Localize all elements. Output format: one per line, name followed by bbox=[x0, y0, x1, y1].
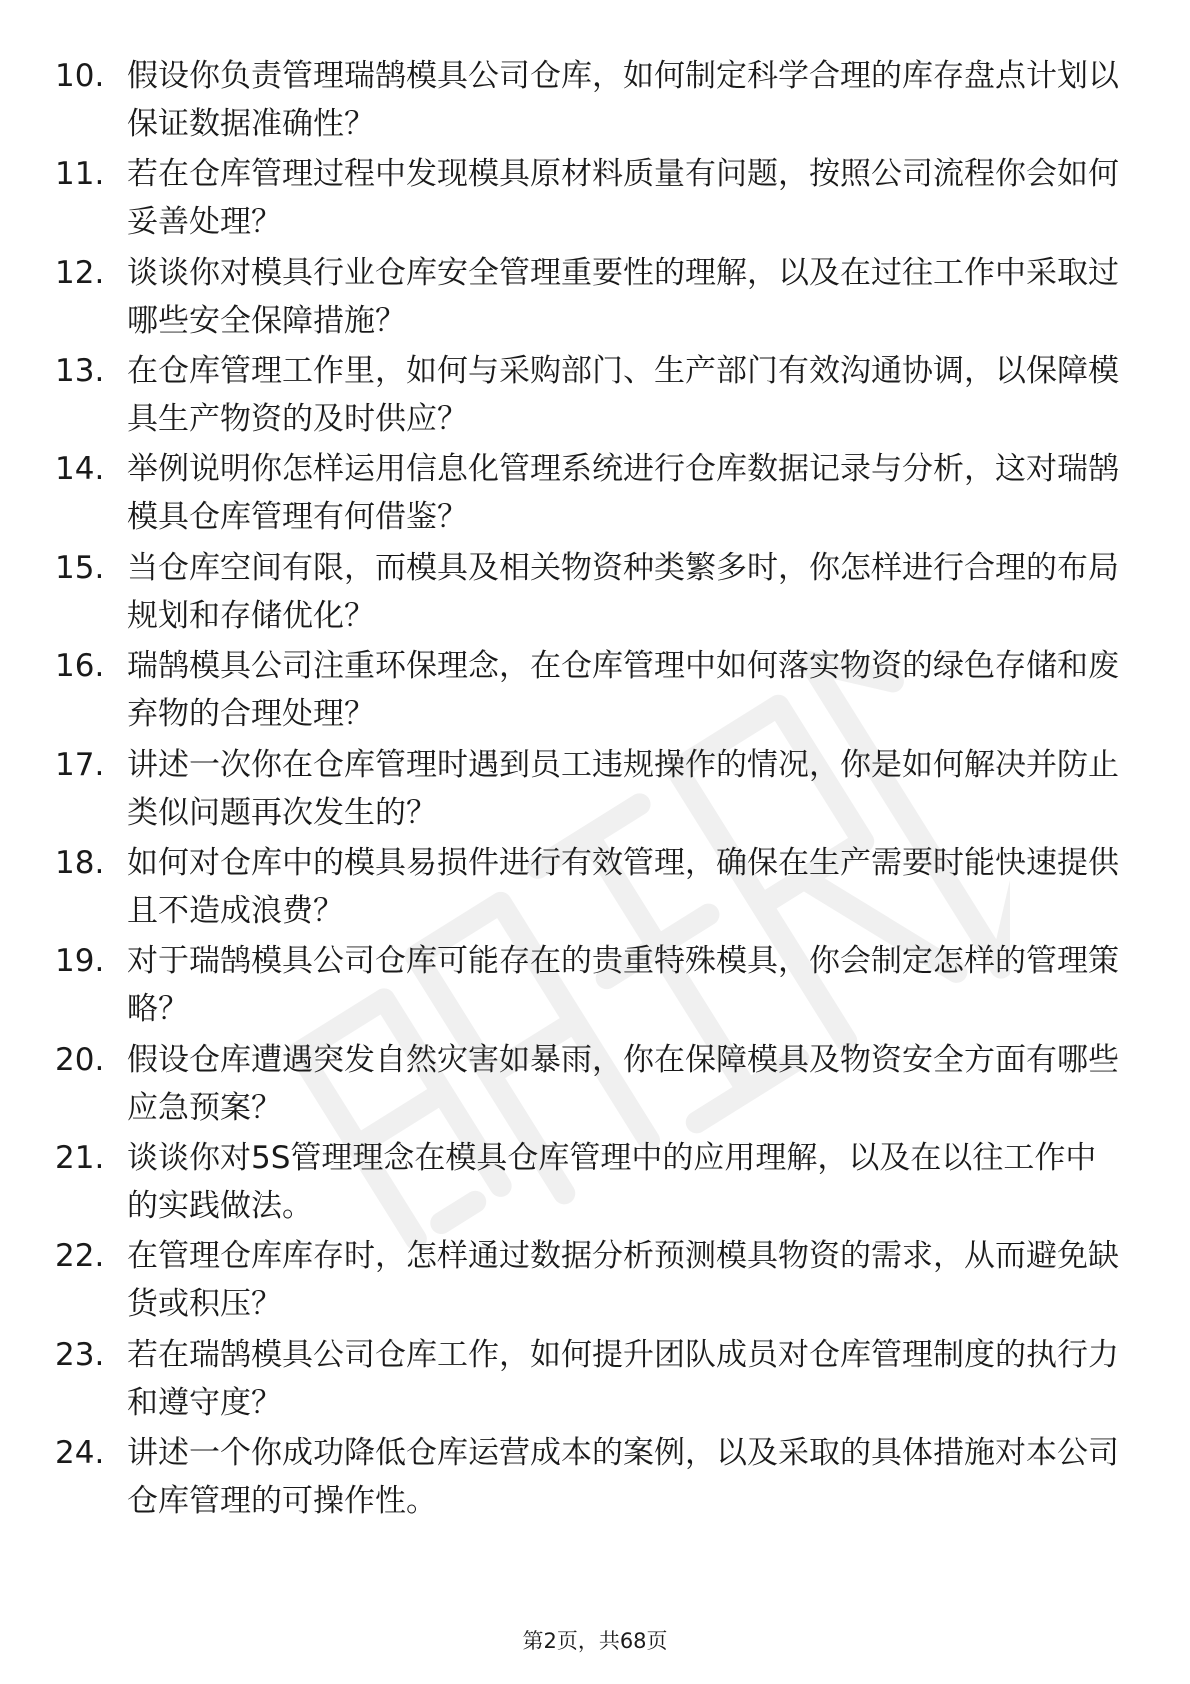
question-item bbox=[55, 1232, 1135, 1328]
question-item bbox=[55, 741, 1135, 837]
question-text: 若在仓库管理过程中发现模具原材料质量有问题，按照公司流程你会如何妥善处理？ bbox=[127, 156, 1119, 240]
question-number: 20. bbox=[55, 1042, 105, 1078]
question-item bbox=[55, 249, 1135, 345]
question-text: 在管理仓库库存时，怎样通过数据分析预测模具物资的需求，从而避免缺货或积压？ bbox=[127, 1238, 1119, 1322]
question-number: 19. bbox=[55, 943, 105, 979]
question-item bbox=[55, 52, 1135, 148]
question-item bbox=[55, 1331, 1135, 1427]
question-number: 11. bbox=[55, 156, 105, 192]
question-item bbox=[55, 937, 1135, 1033]
question-number: 10. bbox=[55, 58, 105, 94]
question-text: 如何对仓库中的模具易损件进行有效管理，确保在生产需要时能快速提供且不造成浪费？ bbox=[127, 845, 1119, 929]
question-number: 13. bbox=[55, 353, 105, 389]
question-number: 23. bbox=[55, 1337, 105, 1373]
question-text: 假设你负责管理瑞鹄模具公司仓库，如何制定科学合理的库存盘点计划以保证数据准确性？ bbox=[127, 58, 1119, 142]
question-item bbox=[55, 544, 1135, 640]
question-number: 22. bbox=[55, 1238, 105, 1274]
question-item bbox=[55, 839, 1135, 935]
question-text: 讲述一次你在仓库管理时遇到员工违规操作的情况，你是如何解决并防止类似问题再次发生的？ bbox=[127, 747, 1119, 831]
question-number: 15. bbox=[55, 550, 105, 586]
question-item bbox=[55, 150, 1135, 246]
page-number-label: 第2页，共68页 bbox=[522, 1629, 668, 1653]
question-text: 当仓库空间有限，而模具及相关物资种类繁多时，你怎样进行合理的布局规划和存储优化？ bbox=[127, 550, 1119, 634]
question-text: 对于瑞鹄模具公司仓库可能存在的贵重特殊模具，你会制定怎样的管理策略？ bbox=[127, 943, 1119, 1027]
question-text: 若在瑞鹄模具公司仓库工作，如何提升团队成员对仓库管理制度的执行力和遵守度？ bbox=[127, 1337, 1119, 1421]
question-number: 17. bbox=[55, 747, 105, 783]
question-text: 谈谈你对5S管理理念在模具仓库管理中的应用理解，以及在以往工作中的实践做法。 bbox=[127, 1140, 1097, 1224]
question-number: 14. bbox=[55, 451, 105, 487]
question-number: 18. bbox=[55, 845, 105, 881]
question-item bbox=[55, 1134, 1135, 1230]
question-text: 假设仓库遭遇突发自然灾害如暴雨，你在保障模具及物资安全方面有哪些应急预案？ bbox=[127, 1042, 1119, 1126]
question-item bbox=[55, 1429, 1135, 1525]
question-text: 在仓库管理工作里，如何与采购部门、生产部门有效沟通协调，以保障模具生产物资的及时供应？ bbox=[127, 353, 1119, 437]
question-text: 瑞鹄模具公司注重环保理念，在仓库管理中如何落实物资的绿色存储和废弃物的合理处理？ bbox=[127, 648, 1119, 732]
question-item bbox=[55, 642, 1135, 738]
question-item bbox=[55, 1036, 1135, 1132]
question-text: 举例说明你怎样运用信息化管理系统进行仓库数据记录与分析，这对瑞鹄模具仓库管理有何借鉴？ bbox=[127, 451, 1119, 535]
question-item bbox=[55, 347, 1135, 443]
question-text: 谈谈你对模具行业仓库安全管理重要性的理解，以及在过往工作中采取过哪些安全保障措施？ bbox=[127, 255, 1119, 339]
question-item bbox=[55, 445, 1135, 541]
question-number: 16. bbox=[55, 648, 105, 684]
question-number: 21. bbox=[55, 1140, 105, 1176]
question-text: 讲述一个你成功降低仓库运营成本的案例，以及采取的具体措施对本公司仓库管理的可操作性。 bbox=[127, 1435, 1119, 1519]
question-number: 24. bbox=[55, 1435, 105, 1471]
page-footer bbox=[0, 1626, 1190, 1656]
question-number: 12. bbox=[55, 255, 105, 291]
